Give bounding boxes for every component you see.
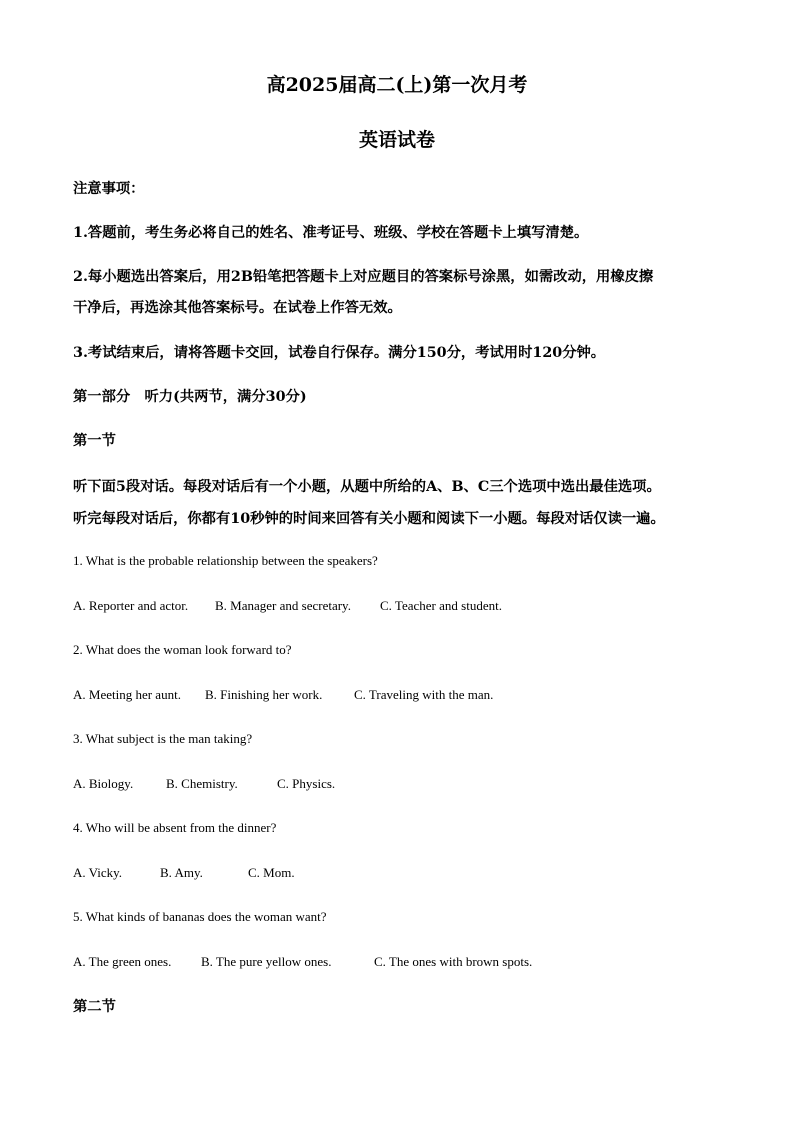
exam-title: 高2025届高二(上)第一次月考 bbox=[266, 74, 528, 96]
option-a: A. The green ones. bbox=[73, 954, 172, 969]
question-stem: 4. Who will be absent from the dinner? bbox=[73, 820, 277, 835]
option-c: C. Traveling with the man. bbox=[354, 687, 494, 702]
question-options bbox=[73, 687, 493, 703]
option-a: A. Reporter and actor. bbox=[73, 598, 189, 613]
option-c: C. Mom. bbox=[248, 865, 295, 880]
section2-heading: 第二节 bbox=[73, 999, 116, 1015]
option-c: C. Teacher and student. bbox=[380, 598, 502, 613]
notice-item-1: 1.答题前，考生务必将自己的姓名、准考证号、班级、学校在答题卡上填写清楚。 bbox=[73, 225, 589, 241]
option-b: B. Chemistry. bbox=[166, 776, 238, 791]
question-stem: 3. What subject is the man taking? bbox=[73, 731, 253, 746]
option-b: B. The pure yellow ones. bbox=[201, 954, 332, 969]
exam-subtitle: 英语试卷 bbox=[358, 129, 435, 151]
question-options bbox=[73, 776, 335, 792]
option-a: A. Biology. bbox=[73, 776, 134, 791]
option-a: A. Meeting her aunt. bbox=[73, 687, 181, 702]
question-options bbox=[73, 954, 532, 970]
option-c: C. Physics. bbox=[277, 776, 336, 791]
section1-instruction-1: 听下面5段对话。每段对话后有一个小题，从题中所给的A、B、C三个选项中选出最佳选项。 bbox=[73, 479, 661, 495]
notice-heading: 注意事项： bbox=[73, 181, 145, 197]
question-options bbox=[73, 865, 295, 881]
section1-heading: 第一节 bbox=[73, 433, 116, 449]
question-stem: 5. What kinds of bananas does the woman want? bbox=[73, 909, 327, 924]
notice-item-2-cont: 干净后，再选涂其他答案标号。在试卷上作答无效。 bbox=[73, 300, 402, 316]
part1-heading: 第一部分 听力(共两节，满分30分) bbox=[73, 389, 307, 405]
option-b: B. Amy. bbox=[160, 865, 203, 880]
option-a: A. Vicky. bbox=[73, 865, 123, 880]
notice-item-3: 3.考试结束后，请将答题卡交回，试卷自行保存。满分150分，考试用时120分钟。 bbox=[73, 345, 606, 361]
option-b: B. Finishing her work. bbox=[205, 687, 323, 702]
option-b: B. Manager and secretary. bbox=[215, 598, 351, 613]
option-c: C. The ones with brown spots. bbox=[374, 954, 533, 969]
question-stem: 1. What is the probable relationship between the speakers? bbox=[73, 553, 378, 568]
question-options bbox=[73, 598, 502, 614]
question-stem: 2. What does the woman look forward to? bbox=[73, 642, 292, 657]
section1-instruction-2: 听完每段对话后，你都有10秒钟的时间来回答有关小题和阅读下一小题。每段对话仅读一遍。 bbox=[73, 511, 665, 527]
notice-item-2: 2.每小题选出答案后，用2B铅笔把答题卡上对应题目的答案标号涂黑，如需改动，用橡皮擦 bbox=[73, 269, 654, 285]
